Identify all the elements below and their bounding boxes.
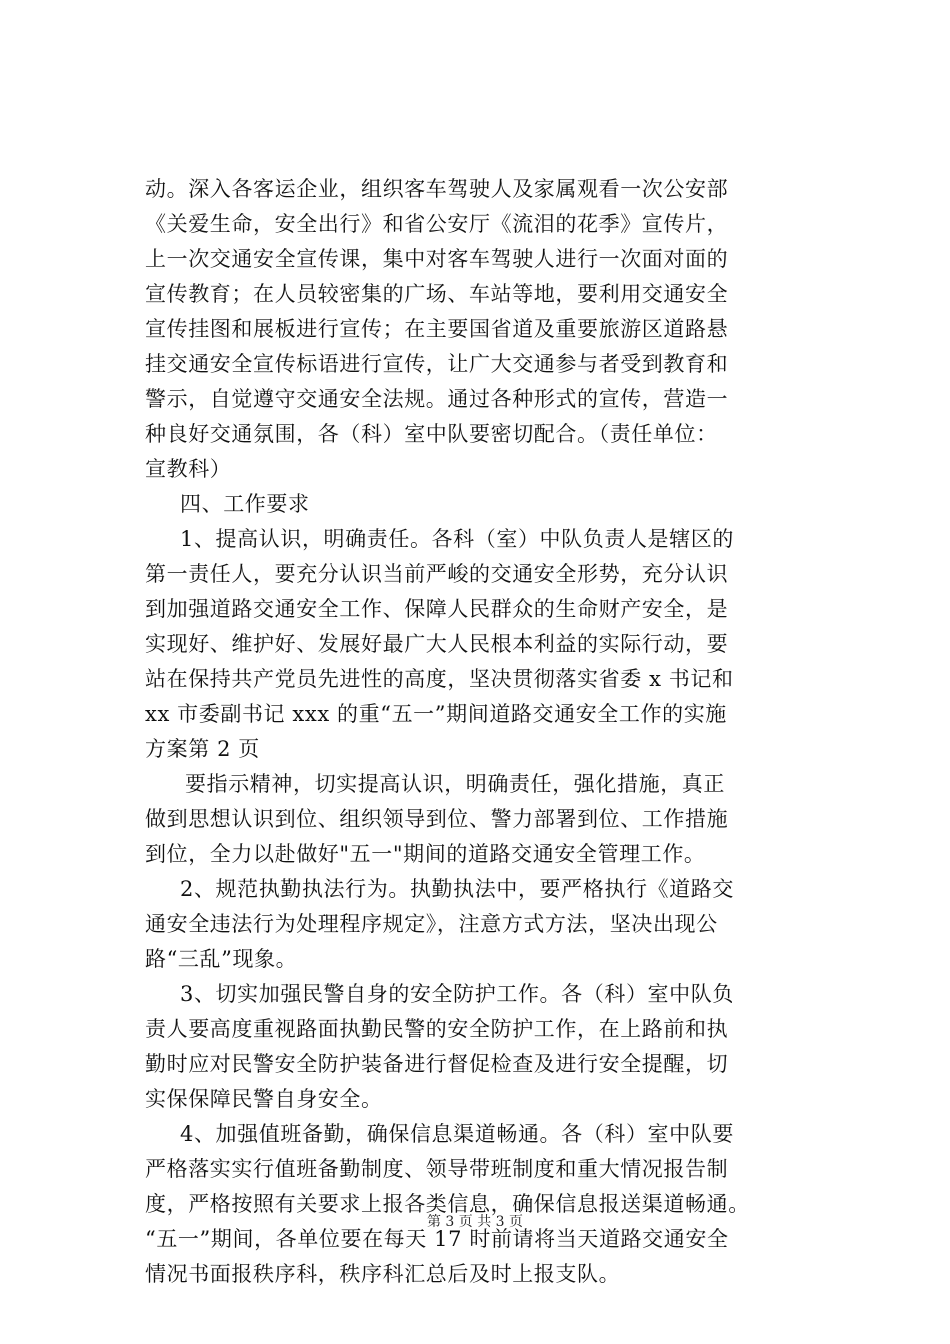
- text-line: 种良好交通氛围，各（科）室中队要密切配合。（责任单位：: [145, 422, 718, 446]
- text-line: 挂交通安全宣传标语进行宣传，让广大交通参与者受到教育和: [145, 352, 729, 376]
- document-body: [145, 172, 820, 1292]
- page-footer: 第 3 页 共 3 页: [426, 1214, 524, 1230]
- text-line: 通安全违法行为处理程序规定》，注意方式方法，坚决出现公: [145, 912, 718, 936]
- text-line: 上一次交通安全宣传课，集中对客车驾驶人进行一次面对面的: [145, 247, 729, 271]
- text-line: 到位，全力以赴做好"五一"期间的道路交通安全管理工作。: [145, 842, 706, 866]
- paragraph-start: 1、提高认识，明确责任。各科（室）中队负责人是辖区的: [180, 527, 734, 551]
- text-line: 到加强道路交通安全工作、保障人民群众的生命财产安全，是: [145, 597, 729, 621]
- text-line: 实保保障民警自身安全。: [145, 1087, 383, 1111]
- text-line: xx 市委副书记 xxx 的重“五一”期间道路交通安全工作的实施: [145, 702, 727, 726]
- text-line: 动。深入各客运企业，组织客车驾驶人及家属观看一次公安部: [145, 177, 729, 201]
- text-line: 责人要高度重视路面执勤民警的安全防护工作，在上路前和执: [145, 1017, 729, 1041]
- text-line: 宣传挂图和展板进行宣传；在主要国省道及重要旅游区道路悬: [145, 317, 729, 341]
- text-line: 勤时应对民警安全防护装备进行督促检查及进行安全提醒，切: [145, 1052, 729, 1076]
- text-line: 做到思想认识到位、组织领导到位、警力部署到位、工作措施: [145, 807, 729, 831]
- text-line: “五一”期间，各单位要在每天 17 时前请将当天道路交通安全: [145, 1227, 729, 1251]
- text-line: 警示，自觉遵守交通安全法规。通过各种形式的宣传，营造一: [145, 387, 729, 411]
- text-line: 路“三乱”现象。: [145, 947, 298, 971]
- text-line: 实现好、维护好、发展好最广大人民根本利益的实际行动，要: [145, 632, 729, 656]
- text-line: 《关爱生命，安全出行》和省公安厅《流泪的花季》宣传片，: [145, 212, 729, 236]
- text-line: 站在保持共产党员先进性的高度，坚决贯彻落实省委 x 书记和: [145, 667, 734, 691]
- text-line: 第一责任人，要充分认识当前严峻的交通安全形势，充分认识: [145, 562, 729, 586]
- text-line: 宣教科）: [145, 457, 232, 481]
- section-heading: 四、工作要求: [180, 492, 310, 516]
- text-line: 度，严格按照有关要求上报各类信息，确保信息报送渠道畅通。: [145, 1192, 750, 1216]
- text-line: 宣传教育；在人员较密集的广场、车站等地，要利用交通安全: [145, 282, 729, 306]
- paragraph-start: 3、切实加强民警自身的安全防护工作。各（科）室中队负: [180, 982, 734, 1006]
- text-line: 方案第 2 页: [145, 737, 260, 761]
- paragraph-start: 要指示精神，切实提高认识，明确责任，强化措施，真正: [185, 772, 725, 796]
- paragraph-start: 4、加强值班备勤，确保信息渠道畅通。各（科）室中队要: [180, 1122, 734, 1146]
- text-line: 情况书面报秩序科，秩序科汇总后及时上报支队。: [145, 1262, 621, 1286]
- paragraph-start: 2、规范执勤执法行为。执勤执法中，要严格执行《道路交: [180, 877, 734, 901]
- text-line: 严格落实实行值班备勤制度、领导带班制度和重大情况报告制: [145, 1157, 729, 1181]
